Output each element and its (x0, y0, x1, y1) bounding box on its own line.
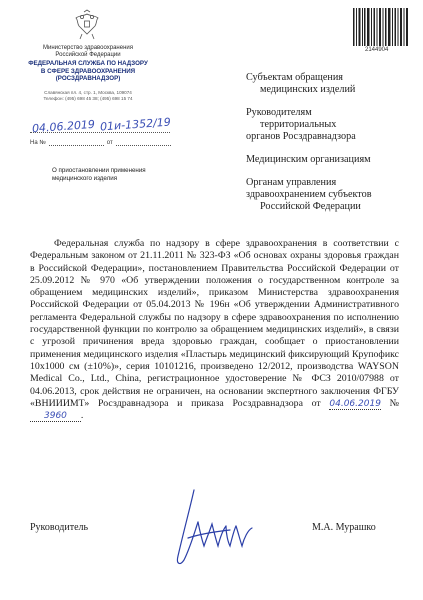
handwritten-signature-icon (160, 468, 270, 578)
reference-row: На № от (30, 140, 174, 146)
registration-date: 04.06.2019 (31, 117, 96, 136)
addressee-block: Субъектам обращения медицинских изделий (246, 72, 356, 95)
coat-of-arms-icon (70, 8, 104, 42)
addressee-block: Органам управления здравоохранением субъектов Российской Федерации (246, 177, 372, 212)
barcode-number: 2144904 (365, 47, 389, 53)
service-name: ФЕДЕРАЛЬНАЯ СЛУЖБА ПО НАДЗОРУ В СФЕРЕ ЗДРАВООХРАНЕНИЯ (РОСЗДРАВНАДЗОР) (28, 60, 148, 82)
ministry-name: Министерство здравоохранения Российской Федерации (43, 45, 133, 58)
letterhead-address: Славянская пл. 4, стр. 1, Москва, 109074 Телефон: (495) 698 45 38; (495) 698 15 74 (43, 90, 133, 101)
registration-number: 01и-1352/19 (99, 115, 172, 134)
signatory-name: М.А. Мурашко (312, 522, 376, 533)
letter-body: Федеральная служба по надзору в сфере здравоохранения в соответствии с Федеральным законом от 21.11.2011 № 323-ФЗ «Об основах охраны здоровья граждан в Российской Федерации», постановлением Правительства Российской Федерации от 25.09.2012 № 970 «Об утверждении положения о государственном контроле за обращением медицинских изделий», приказом Министерства здравоохранения Российской Федерации от 05.04.2013 № 196н «Об утверждении Административного регламента Федеральной службы по надзору в сфере здравоохранения по исполнению государственной функции по контролю за обращением медицинских изделий», в связи с угрозой причинения вреда здоровью граждан, сообщает о приостановлении применения медицинского изделия «Пластырь медицинский фиксирующий Крупофикс 10x1000 см (±10%)», серия 10101216, произведено 12/2012, производства WAYSON Medical Co., Ltd., China, регистрационное удостоверение № ФСЗ 2010/07988 от 04.06.2013, срок действия не ограничен, на основании экспертного заключения ФГБУ «ВНИИИМТ» Росздравнадзора и приказа Росздравнадзора от 04.06.2019 № 3960 . (30, 238, 399, 422)
addressee-block: Руководителям территориальных органов Росздравнадзора (246, 107, 356, 142)
signatory-title: Руководитель (30, 522, 89, 533)
addressee-block: Медицинским организациям (246, 154, 371, 165)
letter-subject: О приостановлении применения медицинского изделия (52, 167, 146, 182)
addressee-list (246, 72, 416, 224)
registration-line (30, 132, 170, 133)
barcode-icon (353, 8, 408, 46)
order-date: 04.06.2019 (329, 398, 381, 409)
order-number: 3960 (44, 411, 67, 422)
